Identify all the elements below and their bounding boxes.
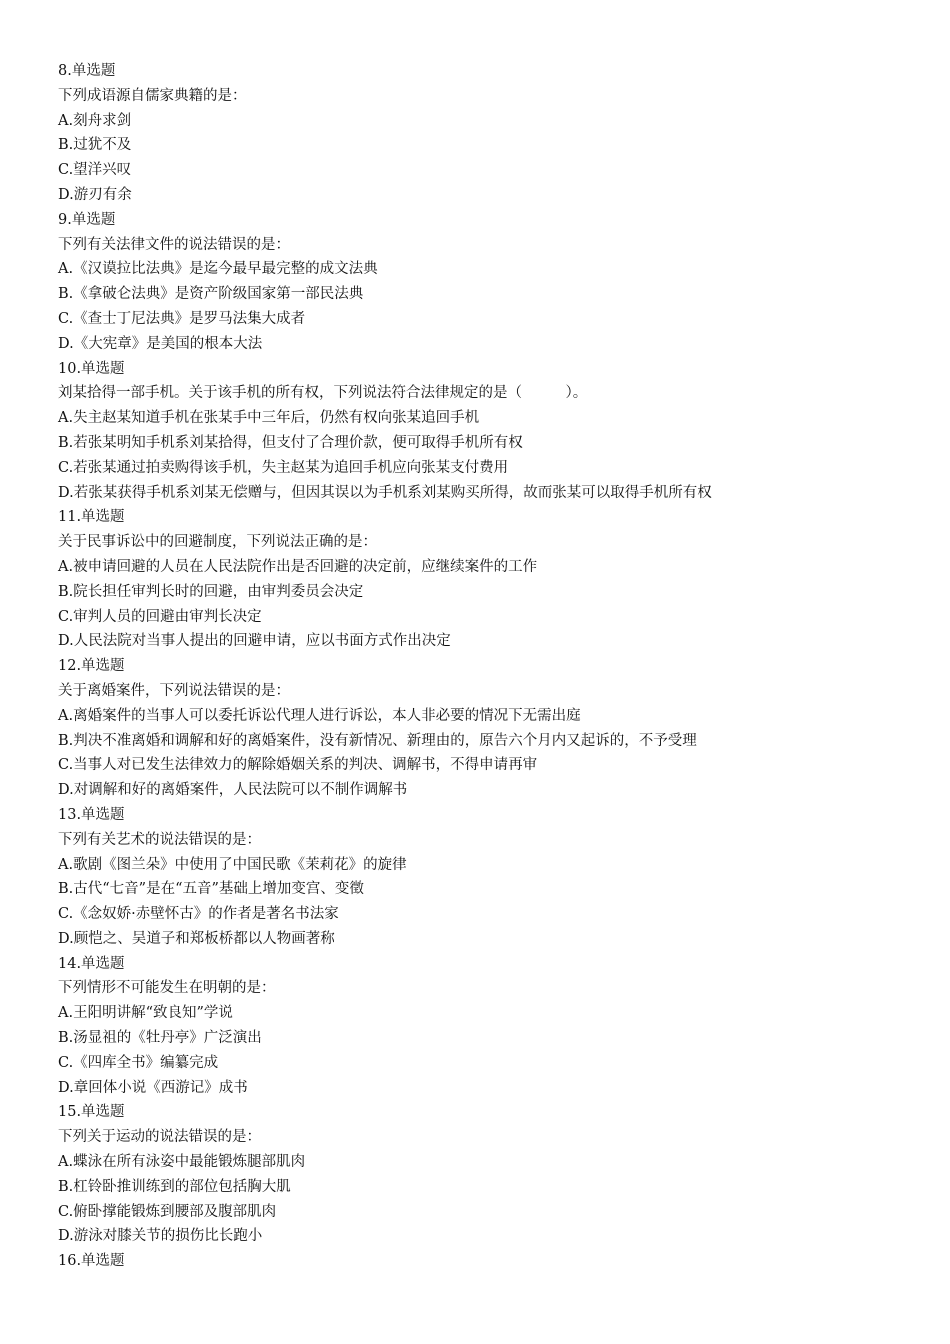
question-header: 12.单选题 [58,658,125,675]
question-header: 11.单选题 [58,509,125,526]
option-a: A.被申请回避的人员在人民法院作出是否回避的决定前，应继续案件的工作 [58,558,538,575]
option-d: D.《大宪章》是美国的根本大法 [58,335,263,352]
option-c: C.《四库全书》编纂完成 [58,1054,219,1071]
option-a: A.刻舟求剑 [58,112,132,129]
question-13 [58,803,928,952]
question-header: 14.单选题 [58,955,125,972]
option-d: D.人民法院对当事人提出的回避申请，应以书面方式作出决定 [58,633,451,650]
option-a: A.王阳明讲解“致良知”学说 [58,1005,233,1022]
option-d: D.游泳对膝关节的损伤比长跑小 [58,1228,263,1245]
option-a: A.离婚案件的当事人可以委托诉讼代理人进行诉讼，本人非必要的情况下无需出庭 [58,707,581,724]
question-stem: 下列情形不可能发生在明朝的是： [58,980,276,997]
option-c: C.《查士丁尼法典》是罗马法集大成者 [58,310,306,327]
option-d: D.对调解和好的离婚案件，人民法院可以不制作调解书 [58,782,408,799]
question-stem: 关于离婚案件，下列说法错误的是： [58,682,290,699]
option-a: A.失主赵某知道手机在张某手中三年后，仍然有权向张某追回手机 [58,410,480,427]
option-d: D.若张某获得手机系刘某无偿赠与，但因其误以为手机系刘某购买所得，故而张某可以取得手机所有权 [58,484,712,501]
question-header: 9.单选题 [58,211,116,228]
question-11 [58,505,928,654]
question-12 [58,654,928,803]
document-page [58,59,928,1274]
question-stem: 关于民事诉讼中的回避制度，下列说法正确的是： [58,534,377,551]
question-stem: 下列有关法律文件的说法错误的是： [58,236,290,253]
question-stem: 刘某拾得一部手机。关于该手机的所有权，下列说法符合法律规定的是（ ）。 [58,385,588,402]
question-stem: 下列成语源自儒家典籍的是： [58,87,247,104]
question-stem: 下列关于运动的说法错误的是： [58,1129,261,1146]
option-c: C.望洋兴叹 [58,162,132,179]
question-16 [58,1249,928,1274]
option-c: C.《念奴娇·赤壁怀古》的作者是著名书法家 [58,906,339,923]
option-c: C.当事人对已发生法律效力的解除婚姻关系的判决、调解书，不得申请再审 [58,757,538,774]
question-9 [58,208,928,357]
option-a: A.歌剧《图兰朵》中使用了中国民歌《茉莉花》的旋律 [58,856,407,873]
option-d: D.顾恺之、吴道子和郑板桥都以人物画著称 [58,930,335,947]
question-header: 16.单选题 [58,1253,125,1270]
question-stem: 下列有关艺术的说法错误的是： [58,831,261,848]
option-a: A.蝶泳在所有泳姿中最能锻炼腿部肌肉 [58,1154,306,1171]
option-b: B.《拿破仑法典》是资产阶级国家第一部民法典 [58,286,364,303]
option-a: A.《汉谟拉比法典》是迄今最早最完整的成文法典 [58,261,378,278]
question-header: 15.单选题 [58,1104,125,1121]
question-15 [58,1100,928,1249]
question-14 [58,952,928,1101]
question-10 [58,357,928,506]
option-d: D.章回体小说《西游记》成书 [58,1079,248,1096]
option-b: B.判决不准离婚和调解和好的离婚案件，没有新情况、新理由的，原告六个月内又起诉的，不予受理 [58,732,697,749]
option-b: B.过犹不及 [58,137,132,154]
option-b: B.院长担任审判长时的回避，由审判委员会决定 [58,583,364,600]
question-header: 10.单选题 [58,360,125,377]
option-d: D.游刃有余 [58,186,132,203]
option-b: B.汤显祖的《牡丹亭》广泛演出 [58,1030,262,1047]
option-c: C.俯卧撑能锻炼到腰部及腹部肌肉 [58,1203,277,1220]
question-8 [58,59,928,208]
option-b: B.古代“七音”是在“五音”基础上增加变宫、变徵 [58,881,364,898]
option-c: C.审判人员的回避由审判长决定 [58,608,262,625]
question-header: 8.单选题 [58,63,116,79]
option-b: B.杠铃卧推训练到的部位包括胸大肌 [58,1178,291,1195]
question-header: 13.单选题 [58,806,125,823]
option-c: C.若张某通过拍卖购得该手机，失主赵某为追回手机应向张某支付费用 [58,459,509,476]
option-b: B.若张某明知手机系刘某拾得，但支付了合理价款，便可取得手机所有权 [58,434,523,451]
